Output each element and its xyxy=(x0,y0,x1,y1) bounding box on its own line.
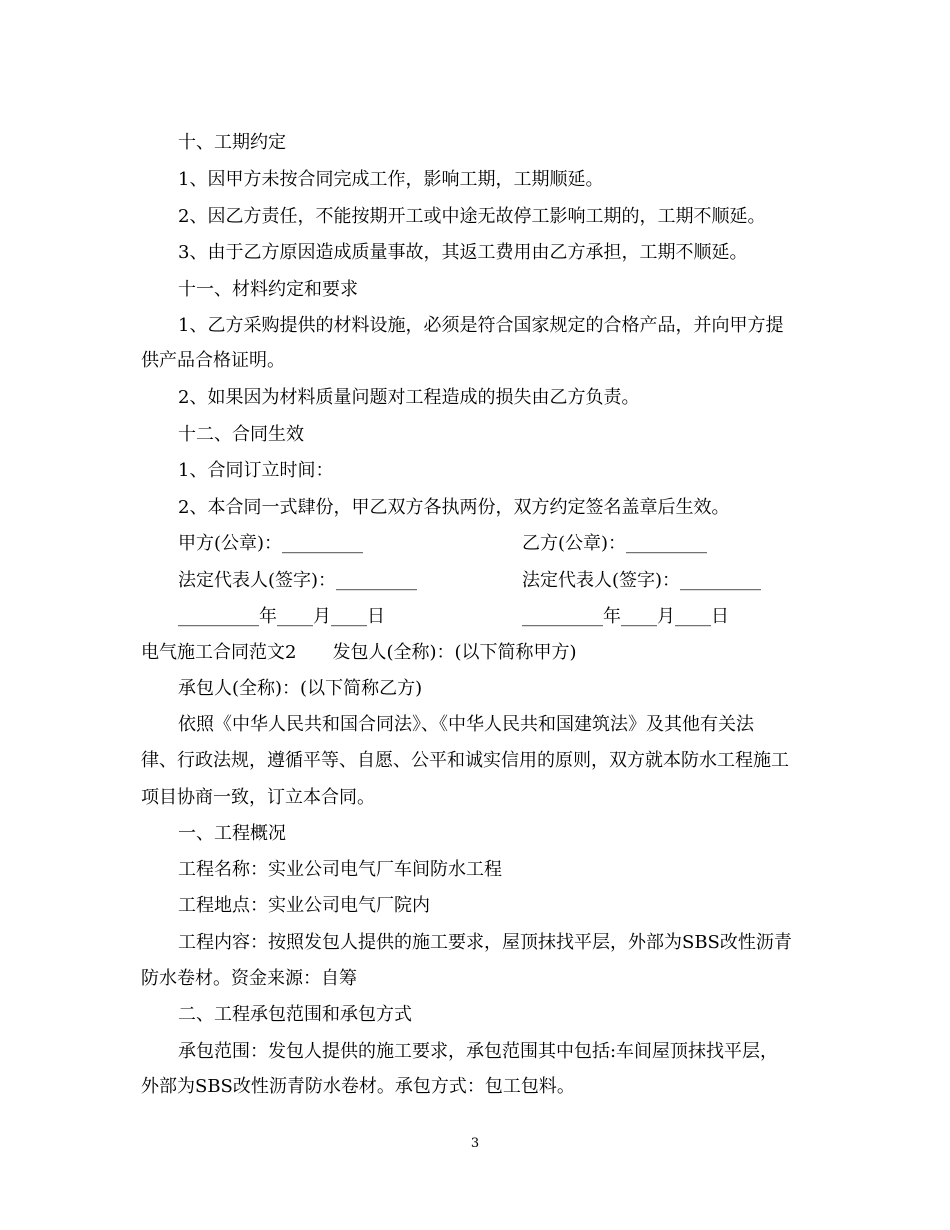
paragraph-continuation: 外部为SBS改性沥青防水卷材。承包方式：包工包料。 xyxy=(141,1076,575,1097)
section-heading: 十、工期约定 xyxy=(178,132,286,153)
party-a-date-field: _________年____月____日 xyxy=(178,606,385,627)
paragraph-continuation: 供产品合格证明。 xyxy=(141,350,285,371)
paragraph: 承包人(全称)：(以下简称乙方) xyxy=(178,678,423,699)
section-heading: 二、工程承包范围和承包方式 xyxy=(178,1004,412,1025)
paragraph: 工程地点：实业公司电气厂院内 xyxy=(178,895,430,916)
paragraph: 2、本合同一式肆份，甲乙双方各执两份，双方约定签名盖章后生效。 xyxy=(178,497,730,518)
party-b-representative-field: 法定代表人(签字)：_________ xyxy=(522,570,762,591)
paragraph: 承包范围：发包人提供的施工要求，承包范围其中包括:车间屋顶抹找平层， xyxy=(178,1041,779,1062)
paragraph: 2、如果因为材料质量问题对工程造成的损失由乙方负责。 xyxy=(178,387,640,408)
party-a-seal-field: 甲方(公章)：_________ xyxy=(178,533,364,554)
paragraph: 2、因乙方责任，不能按期开工或中途无故停工影响工期的，工期不顺延。 xyxy=(178,206,766,227)
section-heading: 一、工程概况 xyxy=(178,823,286,844)
document-title-line: 电气施工合同范文2 发包人(全称)：(以下简称甲方) xyxy=(141,642,577,663)
paragraph: 1、因甲方未按合同完成工作，影响工期，工期顺延。 xyxy=(178,169,604,190)
paragraph: 1、合同订立时间： xyxy=(178,460,334,481)
paragraph: 工程名称：实业公司电气厂车间防水工程 xyxy=(178,859,502,880)
party-b-seal-field: 乙方(公章)：_________ xyxy=(522,533,708,554)
paragraph-continuation: 律、行政法规，遵循平等、自愿、公平和诚实信用的原则，双方就本防水工程施工 xyxy=(141,750,789,771)
section-heading: 十一、材料约定和要求 xyxy=(178,279,358,300)
paragraph: 工程内容：按照发包人提供的施工要求，屋顶抹找平层，外部为SBS改性沥青 xyxy=(178,932,792,953)
section-heading: 十二、合同生效 xyxy=(178,424,304,445)
paragraph: 依照《中华人民共和国合同法》、《中华人民共和国建筑法》及其他有关法 xyxy=(178,714,754,735)
party-b-date-field: _________年____月____日 xyxy=(522,606,729,627)
paragraph-continuation: 防水卷材。资金来源：自筹 xyxy=(141,968,357,989)
paragraph-continuation: 项目协商一致，订立本合同。 xyxy=(141,787,375,808)
party-a-representative-field: 法定代表人(签字)：_________ xyxy=(178,570,418,591)
page-number: 3 xyxy=(470,1136,480,1151)
paragraph: 3、由于乙方原因造成质量事故，其返工费用由乙方承担，工期不顺延。 xyxy=(178,242,748,263)
paragraph: 1、乙方采购提供的材料设施，必须是符合国家规定的合格产品，并向甲方提 xyxy=(178,315,784,336)
